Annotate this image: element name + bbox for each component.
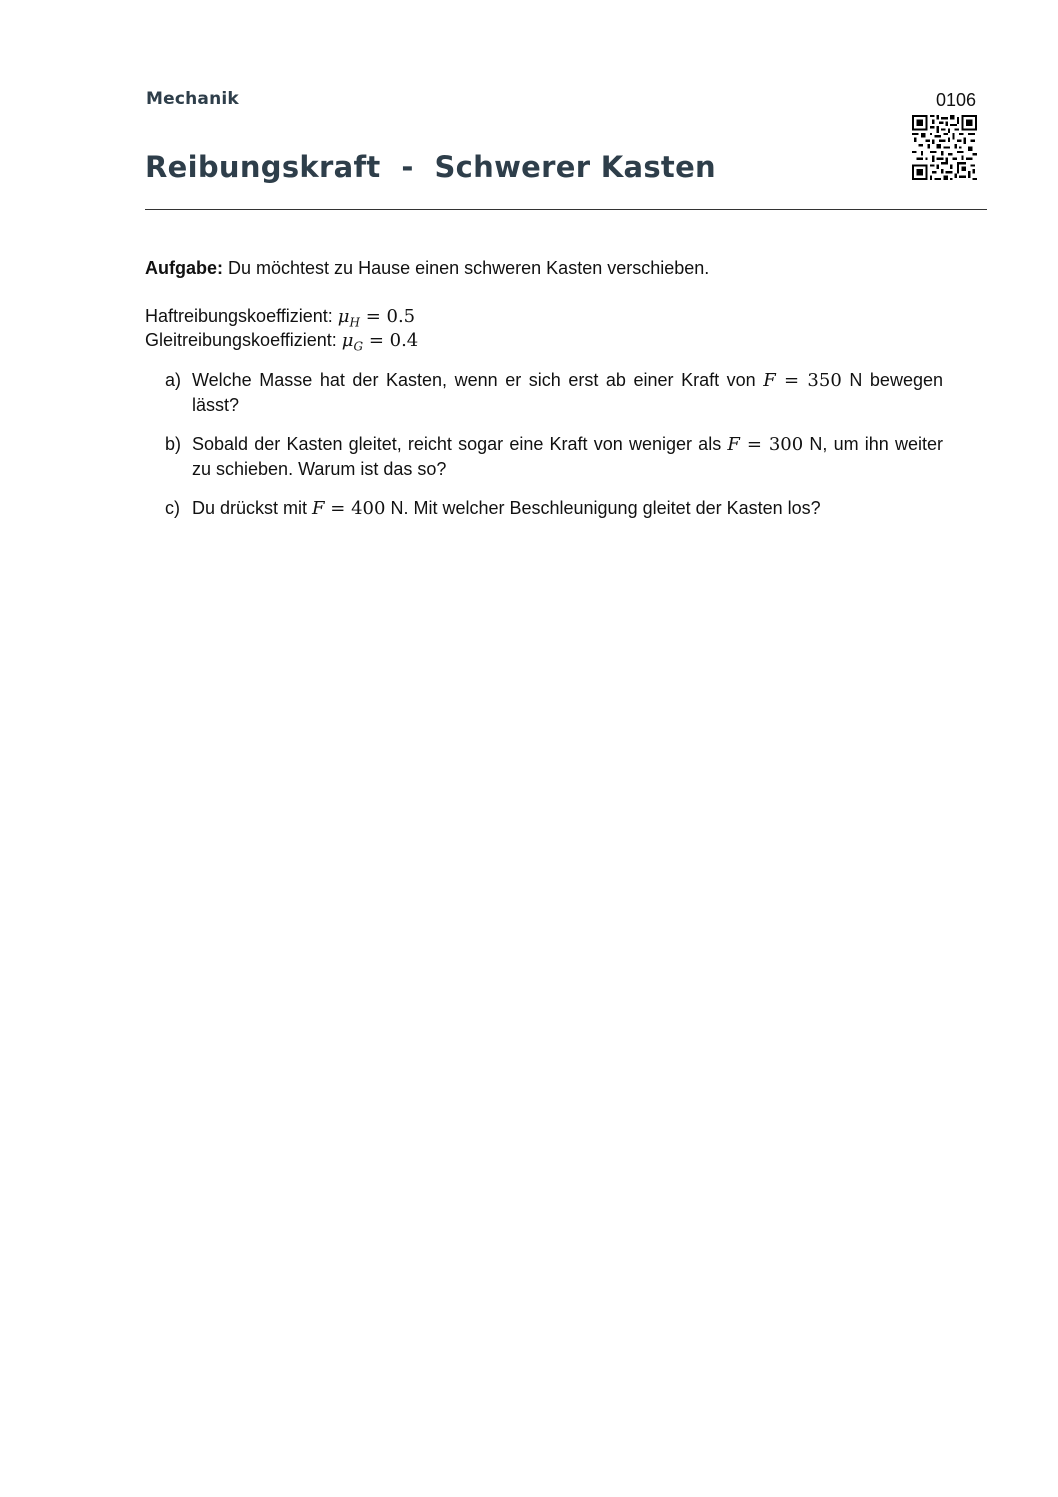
coefficient-formula: $\mu_H = 0.5$ [337, 306, 416, 330]
question-text-before: Sobald der Kasten gleitet, reicht sogar eine Kraft von weniger als [192, 434, 722, 454]
question-list [165, 368, 943, 536]
coefficient-label: Haftreibungskoeffizient: [145, 306, 333, 326]
force-formula: F = 300 [727, 434, 804, 455]
question-text-before: Du drückst mit [192, 498, 308, 518]
qr-code-icon [912, 115, 977, 180]
coefficient-label: Gleitreibungskoeffizient: [145, 330, 337, 350]
question-text-after: N bewegen lässt? [192, 370, 943, 415]
question-b [165, 432, 943, 481]
task-label: Aufgabe: [145, 258, 223, 278]
page-title: Reibungskraft - Schwerer Kasten [145, 150, 716, 184]
force-formula: F = 400 [312, 498, 386, 519]
question-marker: c) [165, 498, 180, 518]
question-text-after: N, um ihn weiter zu schieben. Warum ist das so? [192, 434, 943, 479]
question-marker: a) [165, 370, 182, 390]
task-statement [145, 257, 709, 279]
document-number: 0106 [935, 90, 976, 110]
category-label: Mechanik [146, 89, 239, 109]
question-marker: b) [165, 434, 182, 454]
header-divider [145, 209, 987, 210]
question-c [165, 496, 943, 521]
force-formula: F = 350 [763, 370, 842, 391]
question-text-before: Welche Masse hat der Kasten, wenn er sich erst ab einer Kraft von [192, 370, 756, 390]
question-text-after: N. Mit welcher Beschleunigung gleitet der Kasten los? [390, 498, 821, 518]
task-text: Du möchtest zu Hause einen schweren Kasten verschieben. [228, 258, 710, 278]
kinetic-friction-coefficient [145, 329, 418, 358]
coefficient-formula: $\mu_G = 0.4$ [341, 330, 419, 354]
question-a [165, 368, 943, 417]
